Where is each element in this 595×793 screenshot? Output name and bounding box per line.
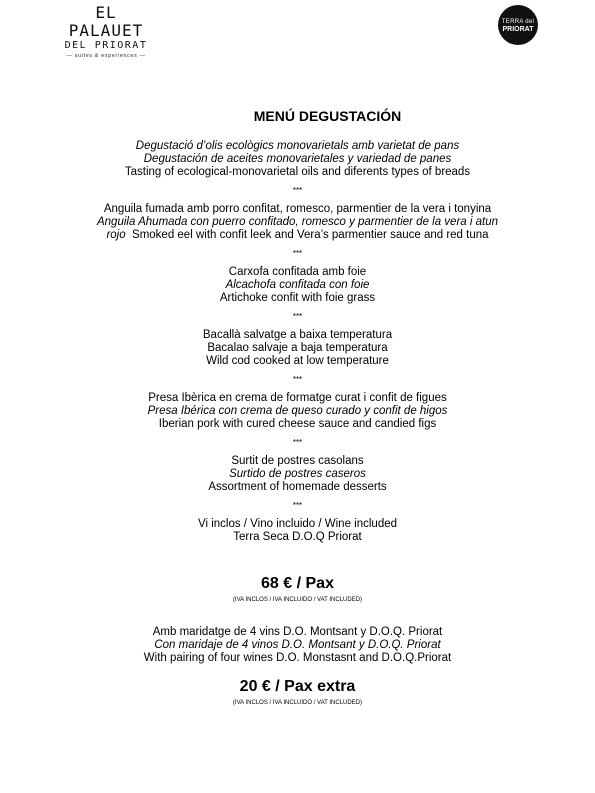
course-pork-es: Presa Ibérica con crema de queso curado y confit de higos — [147, 405, 448, 417]
course-oils-ca: Degustació d’olis ecològics monovarietals amb varietat de pans — [135, 140, 460, 152]
terra-del-priorat-seal — [498, 5, 538, 45]
wine-pairing — [0, 626, 595, 665]
course-eel — [0, 203, 595, 242]
course-eel-es-end: rojo — [106, 229, 126, 241]
course-cod-es: Bacalao salvaje a baja temperatura — [207, 342, 388, 354]
course-pork — [0, 392, 595, 431]
course-oils — [0, 140, 595, 179]
course-desserts — [0, 455, 595, 494]
course-oils-en: Tasting of ecological-monovarietal oils and diferents types of breads — [124, 166, 471, 178]
pairing-es: Con maridaje de 4 vinos D.O. Montsant y D.O.Q. Priorat — [154, 639, 441, 651]
course-pork-ca: Presa Ibèrica en crema de formatge curat i confit de figues — [148, 392, 447, 404]
separator: *** — [292, 249, 303, 258]
course-desserts-es: Surtido de postres caseros — [229, 468, 366, 480]
wine-included — [0, 518, 595, 544]
menu-title: MENÚ DEGUSTACIÓN — [253, 108, 402, 124]
separator: *** — [292, 501, 303, 510]
course-eel-es-en-line — [0, 229, 595, 242]
vat-note: (IVA INCLOS / IVA INCLUIDO / VAT INCLUDED) — [232, 597, 363, 603]
course-eel-es: Anguila Ahumada con puerro confitado, romesco y parmentier de la vera i atun — [96, 216, 499, 228]
pairing-ca: Amb maridatge de 4 vins D.O. Montsant y D.O.Q. Priorat — [152, 626, 443, 638]
course-pork-en: Iberian pork with cured cheese sauce and candied figs — [158, 418, 437, 430]
course-artichoke-en: Artichoke confit with foie grass — [219, 292, 376, 304]
logo-tagline: — suites & experiences — — [66, 53, 146, 59]
course-eel-en: Smoked eel with confit leek and Vera’s parmentier sauce and red tuna — [132, 229, 489, 241]
separator: *** — [292, 375, 303, 384]
el-palauet-logo — [56, 4, 156, 59]
separator: *** — [292, 312, 303, 321]
menu-content — [0, 107, 595, 707]
separator: *** — [292, 438, 303, 447]
course-cod — [0, 329, 595, 368]
course-oils-es: Degustación de aceites monovarietales y variedad de panes — [143, 153, 452, 165]
price-pairing-extra: 20 € / Pax extra — [239, 678, 356, 695]
course-eel-ca: Anguila fumada amb porro confitat, romesco, parmentier de la vera i tonyina — [103, 203, 492, 215]
course-desserts-en: Assortment of homemade desserts — [208, 481, 387, 493]
vat-note-extra: (IVA INCLOS / IVA INCLUIDO / VAT INCLUDED) — [232, 700, 363, 706]
wine-included-label: Vi inclos / Vino incluido / Wine included — [197, 518, 398, 530]
course-artichoke-es: Alcachofa confitada con foie — [225, 279, 370, 291]
logo-main-text: EL PALAUET — [68, 3, 144, 40]
pairing-en: With pairing of four wines D.O. Monstasnt and D.O.Q.Priorat — [143, 652, 452, 664]
course-artichoke-ca: Carxofa confitada amb foie — [228, 266, 367, 278]
wine-name: Terra Seca D.O.Q Priorat — [233, 531, 362, 543]
price-per-pax: 68 € / Pax — [261, 575, 334, 592]
course-desserts-ca: Surtit de postres casolans — [231, 455, 364, 467]
seal-bottom-text: PRIORAT — [502, 26, 534, 33]
logo-sub-text: DEL PRIORAT — [64, 40, 148, 51]
course-artichoke — [0, 266, 595, 305]
separator: *** — [292, 186, 303, 195]
course-cod-ca: Bacallà salvatge a baixa temperatura — [202, 329, 393, 341]
course-cod-en: Wild cod cooked at low temperature — [206, 355, 389, 367]
seal-top-text: TERRA del — [501, 19, 535, 25]
